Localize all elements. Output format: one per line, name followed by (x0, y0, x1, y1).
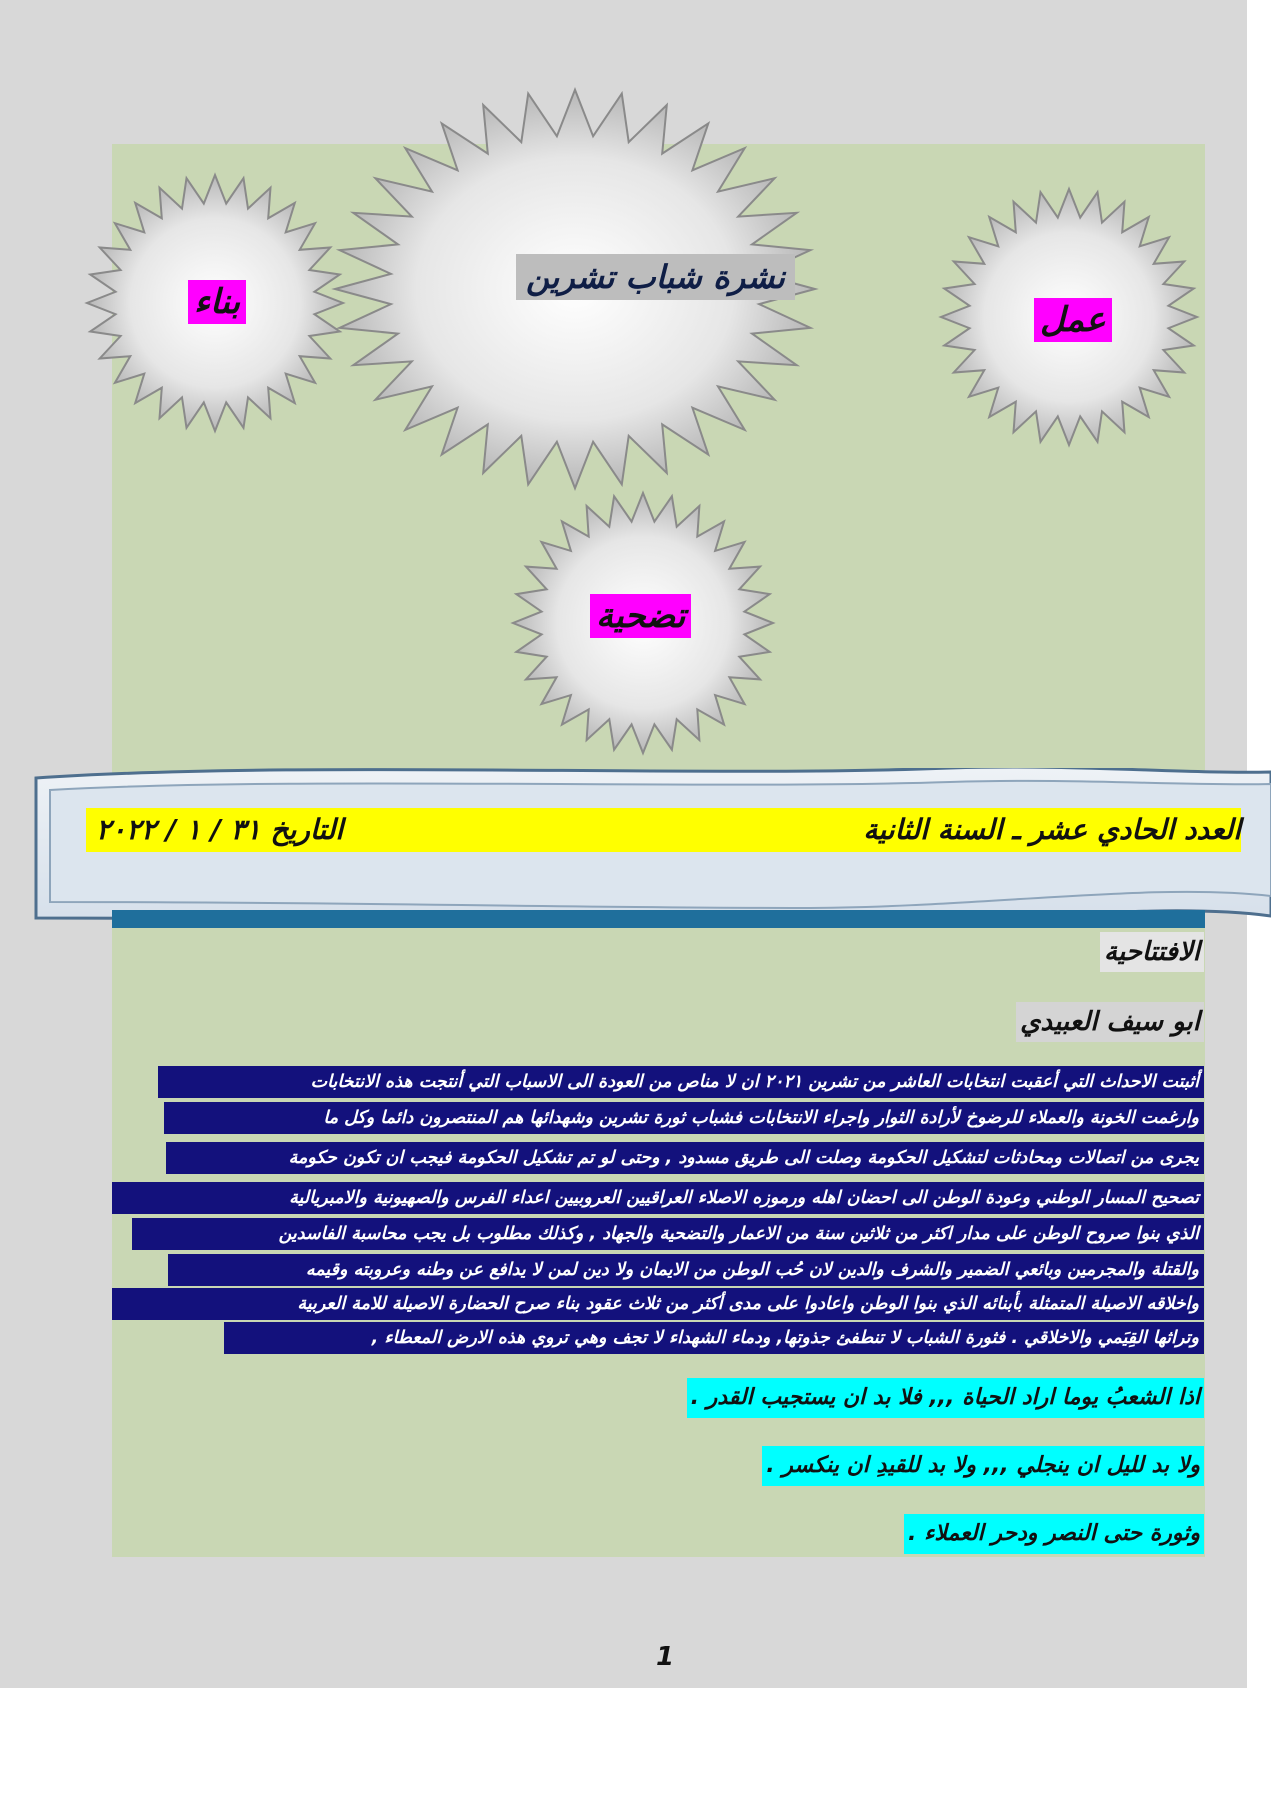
paragraph-line: واخلاقه الاصيلة المتمثلة بأبنائه الذي بنوا الوطن واعادوا على مدى أكثر من ثلاث عقود بناء صرح الحضارة الاصيلة للامة العربية (112, 1288, 1204, 1320)
poem-line: اذا الشعبُ يوما اراد الحياة ,,, فلا بد ان يستجيب القدر . (687, 1378, 1204, 1418)
paragraph-line: تصحيح المسار الوطني وعودة الوطن الى احضان اهله ورموزه الاصلاء العراقيين العروبيين اعداء الفرس والصهيونية والامبريالية (112, 1182, 1204, 1214)
section-title: الافتتاحية (1100, 932, 1204, 972)
paragraph-line: الذي بنوا صروح الوطن على مدار اكثر من ثلاثين سنة من الاعمار والتضحية والجهاد , وكذلك مطلوب بل يجب محاسبة الفاسدين (132, 1218, 1204, 1250)
issue-date: التاريخ ٣١ / ١ / ٢٠٢٢ (96, 813, 344, 846)
author-name: ابو سيف العبيدي (1016, 1002, 1204, 1042)
issue-number: العدد الحادي عشر ـ السنة الثانية (863, 813, 1241, 846)
paragraph-line: والقتلة والمجرمين وبائعي الضمير والشرف والدين لان حُب الوطن من الايمان ولا دين لمن لا يدافع عن وطنه وعروبته وقيمه (168, 1254, 1204, 1286)
label-building: بناء (188, 280, 246, 324)
label-sacrifice: تضحية (590, 594, 691, 638)
label-work: عمل (1034, 298, 1112, 342)
poem-line: وثورة حتى النصر ودحر العملاء . (904, 1514, 1204, 1554)
poem-line: ولا بد لليل ان ينجلي ,,, ولا بد للقيدِ ان ينكسر . (762, 1446, 1204, 1486)
paragraph-line: وتراثها القِيَمي والاخلاقي . فثورة الشباب لا تنطفئ جذوتها, ودماء الشهداء لا تجف وهي تروي هذه الارض المعطاء , (224, 1322, 1204, 1354)
paragraph-line: أثبتت الاحداث التي أعقبت انتخابات العاشر من تشرين ٢٠٢١ ان لا مناص من العودة الى الاسباب التي أنتجت هذه الانتخابات (158, 1066, 1204, 1098)
paragraph-line: يجرى من اتصالات ومحادثات لتشكيل الحكومة وصلت الى طريق مسدود , وحتى لو تم تشكيل الحكومة فيجب ان تكون حكومة (166, 1142, 1204, 1174)
newsletter-title: نشرة شباب تشرين (516, 254, 795, 300)
page-number: 1 (656, 1642, 675, 1672)
banner-accent-bar (112, 910, 1205, 928)
paragraph-line: وارغمت الخونة والعملاء للرضوخ لأرادة الثوار واجراء الانتخابات فشباب ثورة تشرين وشهدائها هم المنتصرون دائما وكل ما (164, 1102, 1204, 1134)
